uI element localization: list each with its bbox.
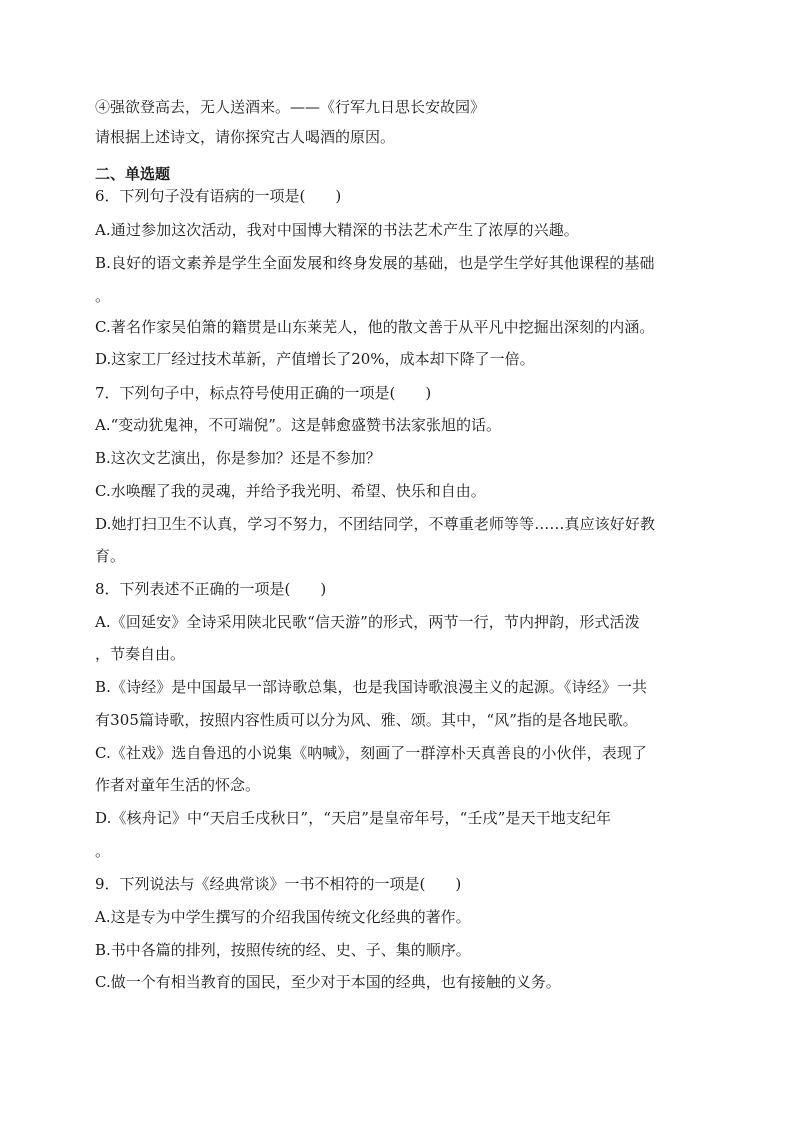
question-8-option-continuation: 有305篇诗歌，按照内容性质可以分为风、雅、颂。其中，“风”指的是各地民歌。 [95,711,638,729]
question-8-option-continuation: ，节奏自由。 [95,645,186,663]
question-7-stem: 7．下列句子中，标点符号使用正确的一项是( ) [95,384,432,402]
question-7-option: B.这次文艺演出，你是参加？还是不参加？ [95,449,381,467]
question-9-option: C.做一个有相当教育的国民，至少对于本国的经典，也有接触的义务。 [95,973,561,991]
question-6-option-continuation: 。 [95,287,111,305]
question-8-option-continuation: 作者对童年生活的怀念。 [95,776,261,794]
intro-question: 请根据上述诗文，请你探究古人喝酒的原因。 [95,128,396,146]
question-8-option: B.《诗经》是中国最早一部诗歌总集，也是我国诗歌浪漫主义的起源。《诗经》一共 [95,678,648,696]
question-6-stem: 6．下列句子没有语病的一项是( ) [95,187,342,205]
question-6-option: A.通过参加这次活动，我对中国博大精深的书法艺术产生了浓厚的兴趣。 [95,221,579,239]
question-9-option: A.这是专为中学生撰写的介绍我国传统文化经典的著作。 [95,908,471,926]
question-7-option-continuation: 育。 [95,547,126,565]
question-8-option-continuation: 。 [95,842,111,860]
question-7-option: C.水唤醒了我的灵魂，并给予我光明、希望、快乐和自由。 [95,482,486,500]
question-9-stem: 9．下列说法与《经典常谈》一书不相符的一项是( ) [95,875,462,893]
question-6-option: B.良好的语文素养是学生全面发展和终身发展的基础，也是学生学好其他课程的基础 [95,254,655,272]
question-8-option: A.《回延安》全诗采用陕北民歌“信天游”的形式，两节一行，节内押韵，形式活泼 [95,613,640,631]
question-7-option: A.“变动犹鬼神，不可端倪”。这是韩愈盛赞书法家张旭的话。 [95,416,501,434]
question-9-option: B.书中各篇的排列，按照传统的经、史、子、集的顺序。 [95,941,471,959]
question-6-option: C.著名作家吴伯箫的籍贯是山东莱芜人，他的散文善于从平凡中挖掘出深刻的内涵。 [95,318,655,336]
question-8-option: C.《社戏》选自鲁迅的小说集《呐喊》，刻画了一群淳朴天真善良的小伙伴，表现了 [95,744,648,762]
poem-line: ④强欲登高去，无人送酒来。——《行军九日思长安故园》 [95,98,486,116]
question-7-option: D.她打扫卫生不认真，学习不努力，不团结同学，不尊重老师等等……真应该好好教 [95,515,656,533]
question-8-option: D.《核舟记》中“天启壬戌秋日”，“天启”是皇帝年号，“壬戌”是天干地支纪年 [95,809,612,827]
question-6-option: D.这家工厂经过技术革新，产值增长了20%，成本却下降了一倍。 [95,350,535,368]
section-title: 二、单选题 [95,165,171,183]
question-8-stem: 8．下列表述不正确的一项是( ) [95,580,327,598]
